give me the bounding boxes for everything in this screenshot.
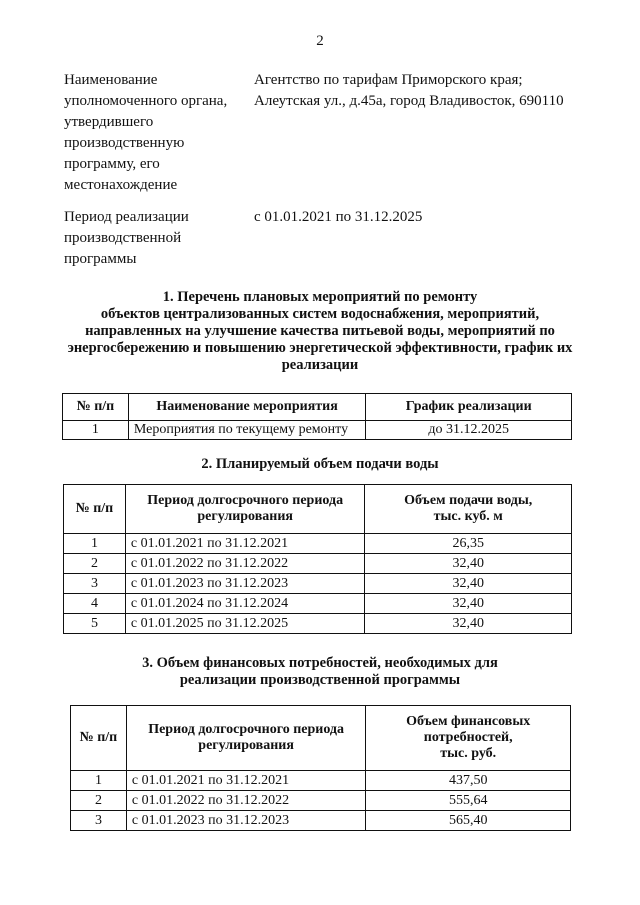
section3-heading-line: реализации производственной программы xyxy=(179,672,461,688)
column-header-finance-line: потребностей, xyxy=(423,730,513,745)
row-volume: 32,40 xyxy=(365,554,572,574)
row-num: 2 xyxy=(64,554,126,574)
column-header-volume-line: тыс. куб. м xyxy=(433,509,503,524)
authority-block xyxy=(64,70,604,193)
column-header-finance-line: Объем финансовых xyxy=(406,714,531,729)
authority-value xyxy=(254,70,604,112)
authority-label-line: программу, его xyxy=(64,156,160,172)
authority-label-line: производственную xyxy=(64,135,185,151)
table-row xyxy=(64,574,572,594)
section1-heading-line: направленных на улучшение качества питьевой воды, мероприятий по xyxy=(85,323,555,339)
row-period: с 01.01.2022 по 31.12.2022 xyxy=(125,554,365,574)
row-finance: 555,64 xyxy=(366,791,571,811)
section1-heading-line: 1. Перечень плановых мероприятий по ремонту xyxy=(162,289,478,305)
page-number: 2 xyxy=(316,33,324,49)
row-num: 1 xyxy=(71,771,127,791)
column-header-activity: Наименование мероприятия xyxy=(128,394,366,421)
column-header-volume xyxy=(365,485,572,534)
row-num: 5 xyxy=(64,614,126,634)
row-num: 3 xyxy=(71,811,127,831)
period-label-line: производственной xyxy=(64,230,182,246)
column-header-period-line: регулирования xyxy=(198,738,294,753)
period-label-line: Период реализации xyxy=(64,209,189,225)
column-header-period xyxy=(125,485,365,534)
section1-heading-line: энергосбережению и повышению энергетической эффективности, график их xyxy=(67,340,573,356)
section3-heading xyxy=(40,655,600,689)
table-row xyxy=(63,421,572,440)
table-header-row xyxy=(63,394,572,421)
row-period: с 01.01.2022 по 31.12.2022 xyxy=(126,791,366,811)
period-label-line: программы xyxy=(64,251,137,267)
authority-value-line: Алеутская ул., д.45а, город Владивосток, 690110 xyxy=(254,93,564,109)
column-header-finance-line: тыс. руб. xyxy=(440,746,497,761)
water-supply-table xyxy=(63,484,572,634)
column-header-finance xyxy=(366,706,571,771)
row-num: 1 xyxy=(63,421,129,440)
period-block xyxy=(64,207,604,271)
column-header-num: № п/п xyxy=(71,706,127,771)
table-row xyxy=(64,614,572,634)
authority-label-line: утвердившего xyxy=(64,114,154,130)
column-header-volume-line: Объем подачи воды, xyxy=(404,493,533,508)
row-period: с 01.01.2021 по 31.12.2021 xyxy=(126,771,366,791)
activities-table xyxy=(62,393,572,440)
section3-heading-line: 3. Объем финансовых потребностей, необходимых для xyxy=(142,655,498,671)
column-header-num: № п/п xyxy=(64,485,126,534)
row-num: 1 xyxy=(64,534,126,554)
table-row xyxy=(64,594,572,614)
row-period: с 01.01.2025 по 31.12.2025 xyxy=(125,614,365,634)
authority-label-line: местонахождение xyxy=(64,177,178,193)
column-header-period-line: регулирования xyxy=(197,509,293,524)
table-row xyxy=(64,554,572,574)
table-header-row xyxy=(64,485,572,534)
row-schedule: до 31.12.2025 xyxy=(366,421,572,440)
section1-heading xyxy=(40,289,600,374)
row-finance: 565,40 xyxy=(366,811,571,831)
column-header-period-line: Период долгосрочного периода xyxy=(148,722,345,737)
period-value: с 01.01.2021 по 31.12.2025 xyxy=(254,209,423,225)
row-period: с 01.01.2024 по 31.12.2024 xyxy=(125,594,365,614)
authority-label-line: Наименование xyxy=(64,72,158,88)
row-volume: 32,40 xyxy=(365,574,572,594)
table-row xyxy=(71,811,571,831)
row-volume: 32,40 xyxy=(365,614,572,634)
row-period: с 01.01.2023 по 31.12.2023 xyxy=(125,574,365,594)
column-header-period-line: Период долгосрочного периода xyxy=(147,493,344,508)
authority-label xyxy=(64,70,244,196)
row-finance: 437,50 xyxy=(366,771,571,791)
column-header-period xyxy=(126,706,366,771)
row-period: с 01.01.2023 по 31.12.2023 xyxy=(126,811,366,831)
column-header-schedule: График реализации xyxy=(366,394,572,421)
section1-heading-line: объектов централизованных систем водоснабжения, мероприятий, xyxy=(100,306,540,322)
column-header-num: № п/п xyxy=(63,394,129,421)
row-volume: 32,40 xyxy=(365,594,572,614)
authority-label-line: уполномоченного органа, xyxy=(64,93,228,109)
table-row xyxy=(71,771,571,791)
table-row xyxy=(64,534,572,554)
row-num: 4 xyxy=(64,594,126,614)
row-num: 2 xyxy=(71,791,127,811)
table-header-row xyxy=(71,706,571,771)
row-activity: Мероприятия по текущему ремонту xyxy=(128,421,366,440)
row-num: 3 xyxy=(64,574,126,594)
row-volume: 26,35 xyxy=(365,534,572,554)
period-label xyxy=(64,207,244,270)
authority-value-line: Агентство по тарифам Приморского края; xyxy=(254,72,523,88)
table-row xyxy=(71,791,571,811)
section1-heading-line: реализации xyxy=(281,357,359,373)
row-period: с 01.01.2021 по 31.12.2021 xyxy=(125,534,365,554)
section2-heading: 2. Планируемый объем подачи воды xyxy=(201,456,439,472)
financial-needs-table xyxy=(70,705,571,831)
